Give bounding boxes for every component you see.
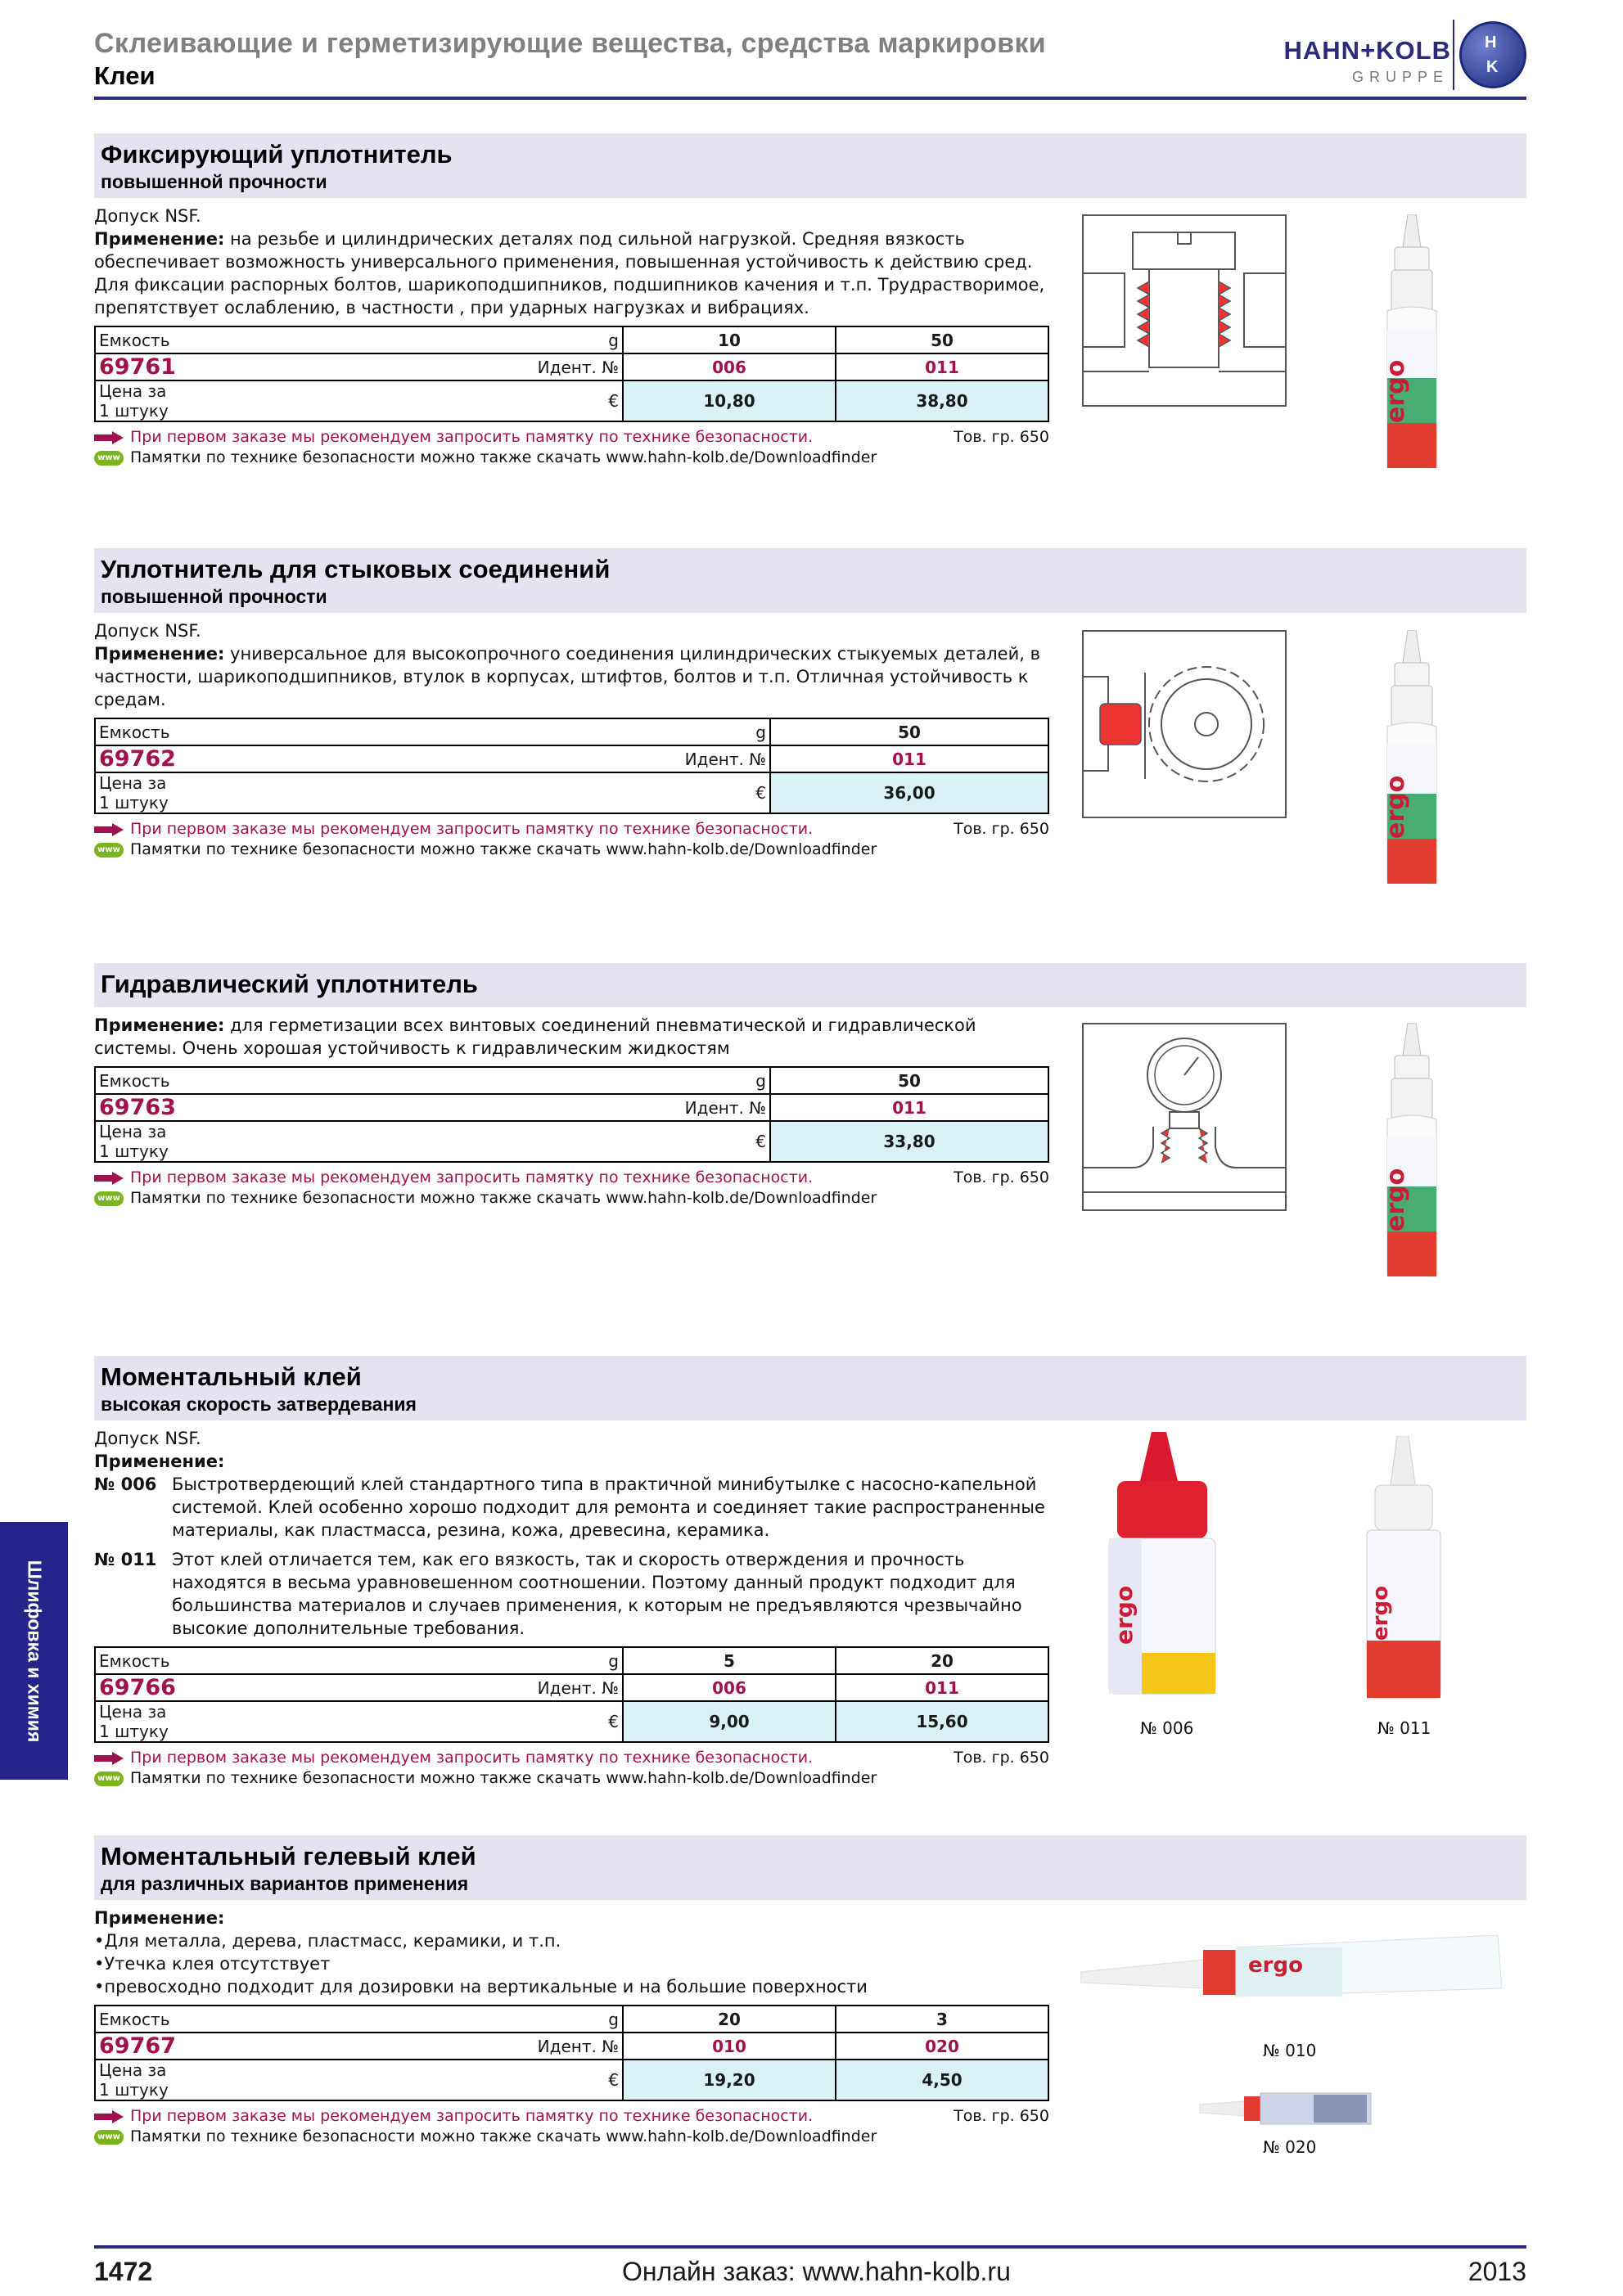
www-icon: www — [94, 1191, 124, 1206]
section-69766 — [94, 1356, 1526, 1789]
article-number: 69767 — [95, 2033, 179, 2060]
header-rule — [94, 97, 1526, 100]
logo-emblem-icon: H K — [1459, 21, 1526, 88]
note-safety: При первом заказе мы рекомендуем запросить памятку по технике безопасности. — [130, 1749, 814, 1767]
product-table: Емкость g 5 20 69766 Идент. № 006 011 Цена за 1 штуку € 9,00 15,60 — [94, 1646, 1049, 1743]
section-title: Уплотнитель для стыковых соединений — [101, 555, 611, 583]
hydraulic-fitting-diagram — [1082, 1023, 1287, 1211]
section-title: Гидравлический уплотнитель — [101, 970, 478, 998]
tube-010-image — [1080, 1927, 1506, 2005]
caption-011: № 011 — [1377, 1718, 1431, 1738]
price-cell: 4,50 — [836, 2060, 1048, 2100]
note-download[interactable]: Памятки по технике безопасности можно также скачать www.hahn-kolb.de/Downloadfinder — [130, 448, 877, 466]
product-group: Тов. гр. 650 — [954, 820, 1049, 838]
section-69761 — [94, 133, 1526, 468]
approval-text: Допуск NSF. — [94, 206, 201, 226]
ident-011: 011 — [770, 1094, 1048, 1121]
use-text: Применение: на резьбе и цилиндрических деталях под сильной нагрузкой. Средняя вязкость обеспечивает возможность универсального применения, повышенная устойчивость к действию сред. Для фиксации распорных болтов, шарикоподшипников, подшипников качения и т.п. Трудрастворимое, препятствует ослаблению, в частности , при ударных нагрузках и вибрациях. — [94, 229, 1045, 317]
online-order-link[interactable]: Онлайн заказ: www.hahn-kolb.ru — [622, 2257, 1011, 2286]
ident-011: 011 — [836, 1674, 1048, 1701]
footer-rule — [94, 2245, 1526, 2249]
section-subtitle: высокая скорость затвердевания — [101, 1393, 417, 1415]
ident-020: 020 — [836, 2033, 1048, 2060]
section-title-bar — [94, 1835, 1526, 1900]
header-category: Склеивающие и герметизирующие вещества, средства маркировки — [94, 28, 1046, 59]
section-subtitle: повышенной прочности — [101, 171, 327, 192]
www-icon: www — [94, 451, 124, 466]
logo-divider — [1453, 20, 1454, 90]
product-group: Тов. гр. 650 — [954, 1749, 1049, 1767]
variant-011: № 011 Этот клей отличается тем, как его вязкость, так и скорость отверждения и прочность находятся в весьма уравновешенном соотношении. Поэтому данный продукт подходит для большинства материалов и случаев применения, к которым не предъявляются чрезвычайно высокие дополнительные требования. — [94, 1550, 1022, 1638]
arrow-right-icon — [94, 2110, 124, 2123]
tube-020-image — [1199, 2087, 1379, 2127]
ergo-label: ergo — [1382, 359, 1410, 423]
price-cell: 19,20 — [623, 2060, 836, 2100]
ergo-bottle-image — [1367, 214, 1457, 488]
price-cell: 9,00 — [623, 1701, 836, 1742]
price-cell: 36,00 — [770, 772, 1048, 813]
product-table: Емкость g 20 3 69767 Идент. № 010 020 Цена за 1 штуку € 19,20 4,50 — [94, 2005, 1049, 2101]
article-number: 69763 — [95, 1094, 179, 1121]
page-number: 1472 — [94, 2257, 153, 2286]
note-download[interactable]: Памятки по технике безопасности можно также скачать www.hahn-kolb.de/Downloadfinder — [130, 1769, 877, 1787]
hahn-kolb-logo — [1232, 20, 1526, 93]
ident-010: 010 — [623, 2033, 836, 2060]
ident-011: 011 — [770, 745, 1048, 772]
price-cell: 15,60 — [836, 1701, 1048, 1742]
price-cell: 10,80 — [623, 380, 836, 421]
ergo-bottle-image — [1367, 630, 1457, 904]
note-safety: При первом заказе мы рекомендуем запросить памятку по технике безопасности. — [130, 820, 814, 838]
note-safety: При первом заказе мы рекомендуем запросить памятку по технике безопасности. — [130, 1168, 814, 1186]
ergo-bottle-image — [1367, 1023, 1457, 1297]
ergo-label: ergo — [1248, 1953, 1303, 1978]
header-subcategory: Клеи — [94, 61, 156, 90]
logo-name: HAHN+KOLB — [1283, 36, 1451, 65]
article-number: 69766 — [95, 1674, 179, 1701]
www-icon: www — [94, 2130, 124, 2145]
ergo-label: ergo — [1111, 1585, 1138, 1645]
bearing-joint-diagram — [1082, 630, 1287, 818]
ident-006: 006 — [623, 1674, 836, 1701]
price-cell: 38,80 — [836, 380, 1048, 421]
logo-sub: GRUPPE — [1351, 69, 1449, 85]
caption-010: № 010 — [1263, 2041, 1317, 2060]
caption-006: № 006 — [1140, 1718, 1194, 1738]
section-title-bar — [94, 963, 1526, 1007]
product-table: Емкость g 50 69762 Идент. № 011 Цена за 1 штуку € 36,00 — [94, 718, 1049, 814]
bottle-011-image — [1355, 1436, 1453, 1706]
variant-006: № 006 Быстротвердеющий клей стандартного типа в практичной минибутылке с насосно-капельной системой. Клей особенно хорошо подходит для ремонта и соединяет такие распространенные материалы, как пластмасса, резина, кожа, древесина, керамика. — [94, 1474, 1045, 1540]
section-title-bar — [94, 1356, 1526, 1420]
ergo-label: ergo — [1382, 1168, 1410, 1231]
section-subtitle: повышенной прочности — [101, 586, 327, 607]
chapter-tab[interactable] — [0, 1522, 68, 1780]
section-69763 — [94, 963, 1526, 1209]
www-icon: www — [94, 843, 124, 858]
use-label: Применение: — [94, 1908, 225, 1928]
use-label: Применение: — [94, 1452, 225, 1471]
section-title: Моментальный гелевый клей — [101, 1842, 476, 1871]
price-cell: 33,80 — [770, 1121, 1048, 1162]
bottle-006-image — [1093, 1432, 1232, 1702]
section-title: Фиксирующий уплотнитель — [101, 140, 453, 169]
product-table: Емкость g 50 69763 Идент. № 011 Цена за 1 штуку € 33,80 — [94, 1066, 1049, 1163]
note-download[interactable]: Памятки по технике безопасности можно также скачать www.hahn-kolb.de/Downloadfinder — [130, 1189, 877, 1207]
approval-text: Допуск NSF. — [94, 621, 201, 641]
chapter-tab-label: Шлифовка и химия — [24, 1560, 45, 1742]
section-title-bar — [94, 133, 1526, 198]
thread-lock-diagram — [1082, 214, 1287, 407]
arrow-right-icon — [94, 1172, 124, 1185]
product-group: Тов. гр. 650 — [954, 2107, 1049, 2125]
use-text: Применение: универсальное для высокопрочного соединения цилиндрических стыкуемых деталей, в частности, шарикоподшипников, втулок в корпусах, штифтов, болтов и т.п. Отличная устойчивость к средам. — [94, 644, 1040, 709]
bullet-item: •Для металла, дерева, пластмасс, керамики, и т.п. — [94, 1931, 561, 1951]
bullet-item: •превосходно подходит для дозировки на вертикальные и на большие поверхности — [94, 1977, 868, 1997]
note-safety: При первом заказе мы рекомендуем запросить памятку по технике безопасности. — [130, 2107, 814, 2125]
catalog-year: 2013 — [1467, 2257, 1526, 2286]
product-table: Емкость g 10 50 69761 Идент. № 006 011 Цена за 1 штуку € 10,80 38,80 — [94, 326, 1049, 422]
ident-006: 006 — [623, 353, 836, 380]
section-title: Моментальный клей — [101, 1362, 362, 1391]
arrow-right-icon — [94, 823, 124, 836]
www-icon: www — [94, 1772, 124, 1786]
arrow-right-icon — [94, 1752, 124, 1765]
product-group: Тов. гр. 650 — [954, 1168, 1049, 1186]
note-download[interactable]: Памятки по технике безопасности можно также скачать www.hahn-kolb.de/Downloadfinder — [130, 840, 877, 858]
article-number: 69762 — [95, 745, 179, 772]
section-69762 — [94, 548, 1526, 860]
section-title-bar — [94, 548, 1526, 613]
use-text: Применение: для герметизации всех винтовых соединений пневматической и гидравлической системы. Очень хорошая устойчивость к гидравлическим жидкостям — [94, 1015, 976, 1058]
section-subtitle: для различных вариантов применения — [101, 1873, 469, 1894]
bullet-item: •Утечка клея отсутствует — [94, 1954, 331, 1974]
ergo-label: ergo — [1382, 775, 1410, 839]
product-group: Тов. гр. 650 — [954, 428, 1049, 446]
ident-011: 011 — [836, 353, 1048, 380]
caption-020: № 020 — [1263, 2137, 1317, 2157]
approval-text: Допуск NSF. — [94, 1429, 201, 1448]
ergo-label: ergo — [1368, 1586, 1393, 1641]
note-download[interactable]: Памятки по технике безопасности можно также скачать www.hahn-kolb.de/Downloadfinder — [130, 2127, 877, 2145]
arrow-right-icon — [94, 431, 124, 444]
note-safety: При первом заказе мы рекомендуем запросить памятку по технике безопасности. — [130, 428, 814, 446]
article-number: 69761 — [95, 353, 179, 380]
